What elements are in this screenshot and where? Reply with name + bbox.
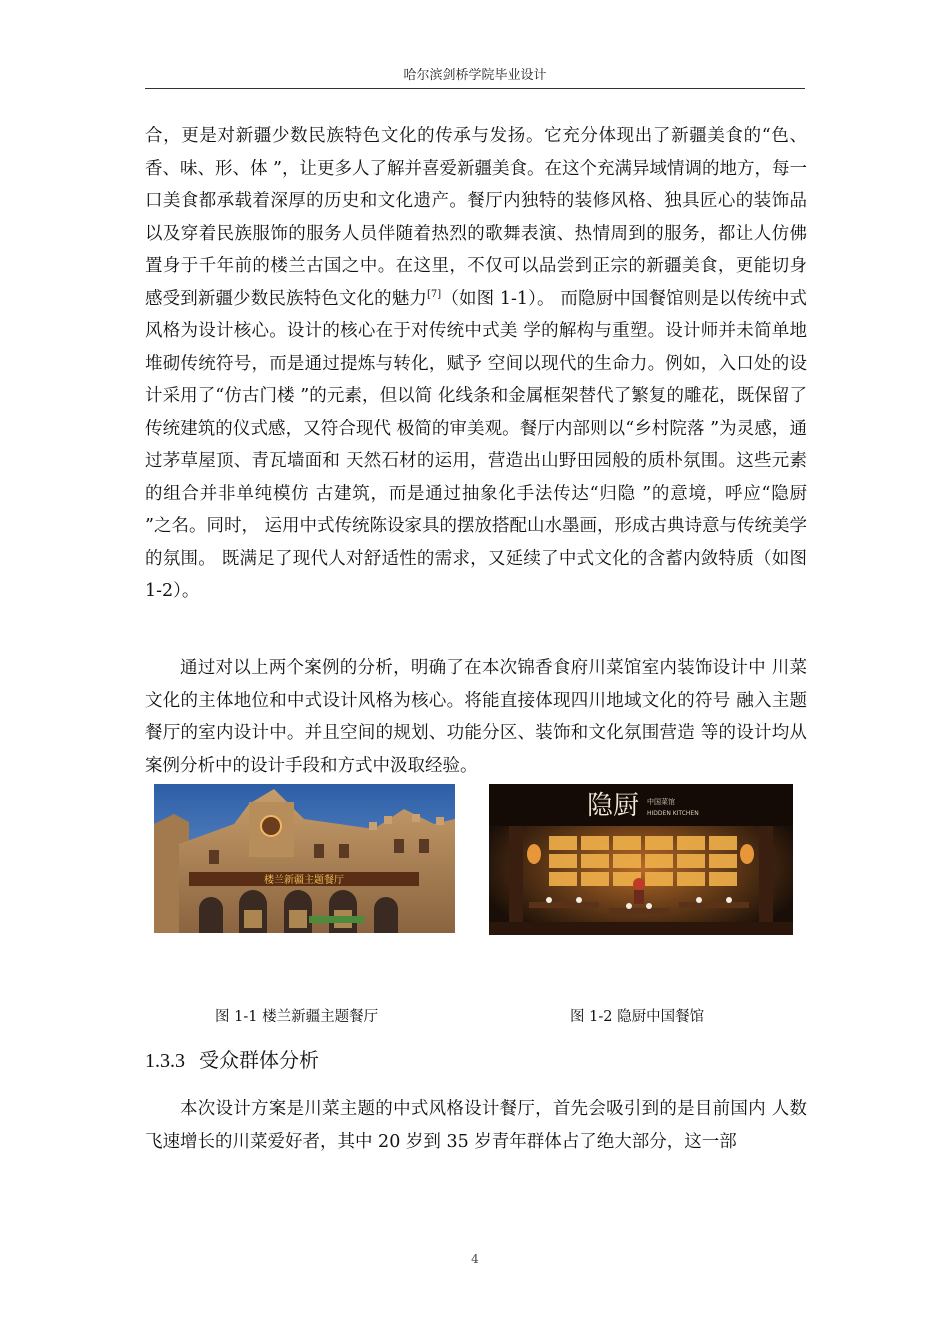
figure-hidden-kitchen-photo <box>489 784 793 935</box>
citation-marker[interactable]: [7] <box>427 288 442 300</box>
hidden-kitchen-logo-sub-en: HIDDEN KITCHEN <box>647 810 699 817</box>
paragraph-summary: 通过对以上两个案例的分析，明确了在本次锦香食府川菜馆室内装饰设计中 川菜文化的主体地位和中式设计风格为核心。将能直接体现四川地域文化的符号 融入主题餐厅的室内设计中。并且空间的规划、功能分区、装饰和文化氛围营造 等的设计均从案例分析中的设计手段和方式中汲取经验。 <box>145 658 807 776</box>
paragraph-text-continued: （如图 1-1）。 而隐厨中国餐馆则是以传统中式风格为设计核心。设计的核心在于对传统中式美 学的解构与重塑。设计师并未简单地堆砌传统符号，而是通过提炼与转化，赋予 空间以现代的生命力。例如，入口处的设计采用了“仿古门楼 ”的元素，但以简 化线条和金属框架替代了繁复的雕花，既保留了传统建筑的仪式感，又符合现代 极简的审美观。餐厅内部则以“乡村院落 ”为灵感，通过茅草屋顶、青瓦墙面和 天然石材的运用，营造出山野田园般的质朴氛围。这些元素的组合并非单纯模仿 古建筑，而是通过抽象化手法传达“归隐 ”的意境，呼应“隐厨 ”之名。同时， 运用中式传统陈设家具的摆放搭配山水墨画，形成古典诗意与传统美学的氛围。 既满足了现代人对舒适性的需求，又延续了中式文化的含蓄内敛特质（如图 1-2）。 <box>145 288 808 601</box>
loulan-building-illustration <box>154 784 455 933</box>
figure-caption-1-1: 图 1-1 楼兰新疆主题餐厅 <box>215 1009 379 1025</box>
loulan-sign-text: 楼兰新疆主题餐厅 <box>264 875 344 886</box>
hidden-kitchen-logo-text: 隐厨 <box>586 791 639 821</box>
paragraph-text: 合，更是对新疆少数民族特色文化的传承与发扬。它充分体现出了新疆美食的“色、香、味、形、体 ”，让更多人了解并喜爱新疆美食。在这个充满异域情调的地方，每一口美食都承载着深厚的历史和文化遗产。餐厅内独特的装修风格、独具匠心的装饰品以及穿着民族服饰的服务人员伴随着热烈的歌舞表演、热情周到的服务，都让人仿佛置身于千年前的楼兰古国之中。在这里，不仅可以品尝到正宗的新疆美食，更能切身感受到新疆少数民族特色文化的魅力 <box>145 126 808 309</box>
section-number: 1.3.3 <box>145 1050 185 1072</box>
hidden-kitchen-interior-illustration <box>489 784 793 935</box>
header-rule <box>145 88 805 89</box>
section-title: 受众群体分析 <box>199 1048 319 1072</box>
figure-loulan-restaurant-photo <box>154 784 455 933</box>
section-heading <box>145 1044 319 1073</box>
hidden-kitchen-logo-sub-cn: 中国菜馆 <box>647 798 675 806</box>
figure-caption-1-2: 图 1-2 隐厨中国餐馆 <box>570 1009 705 1025</box>
running-header: 哈尔滨剑桥学院毕业设计 <box>403 68 547 83</box>
paragraph-audience-analysis: 本次设计方案是川菜主题的中式风格设计餐厅，首先会吸引到的是目前国内 人数飞速增长的川菜爱好者，其中 20 岁到 35 岁青年群体占了绝大部分，这一部 <box>145 1099 807 1152</box>
paragraph-case-analysis <box>145 120 807 608</box>
page-number: 4 <box>471 1252 479 1266</box>
